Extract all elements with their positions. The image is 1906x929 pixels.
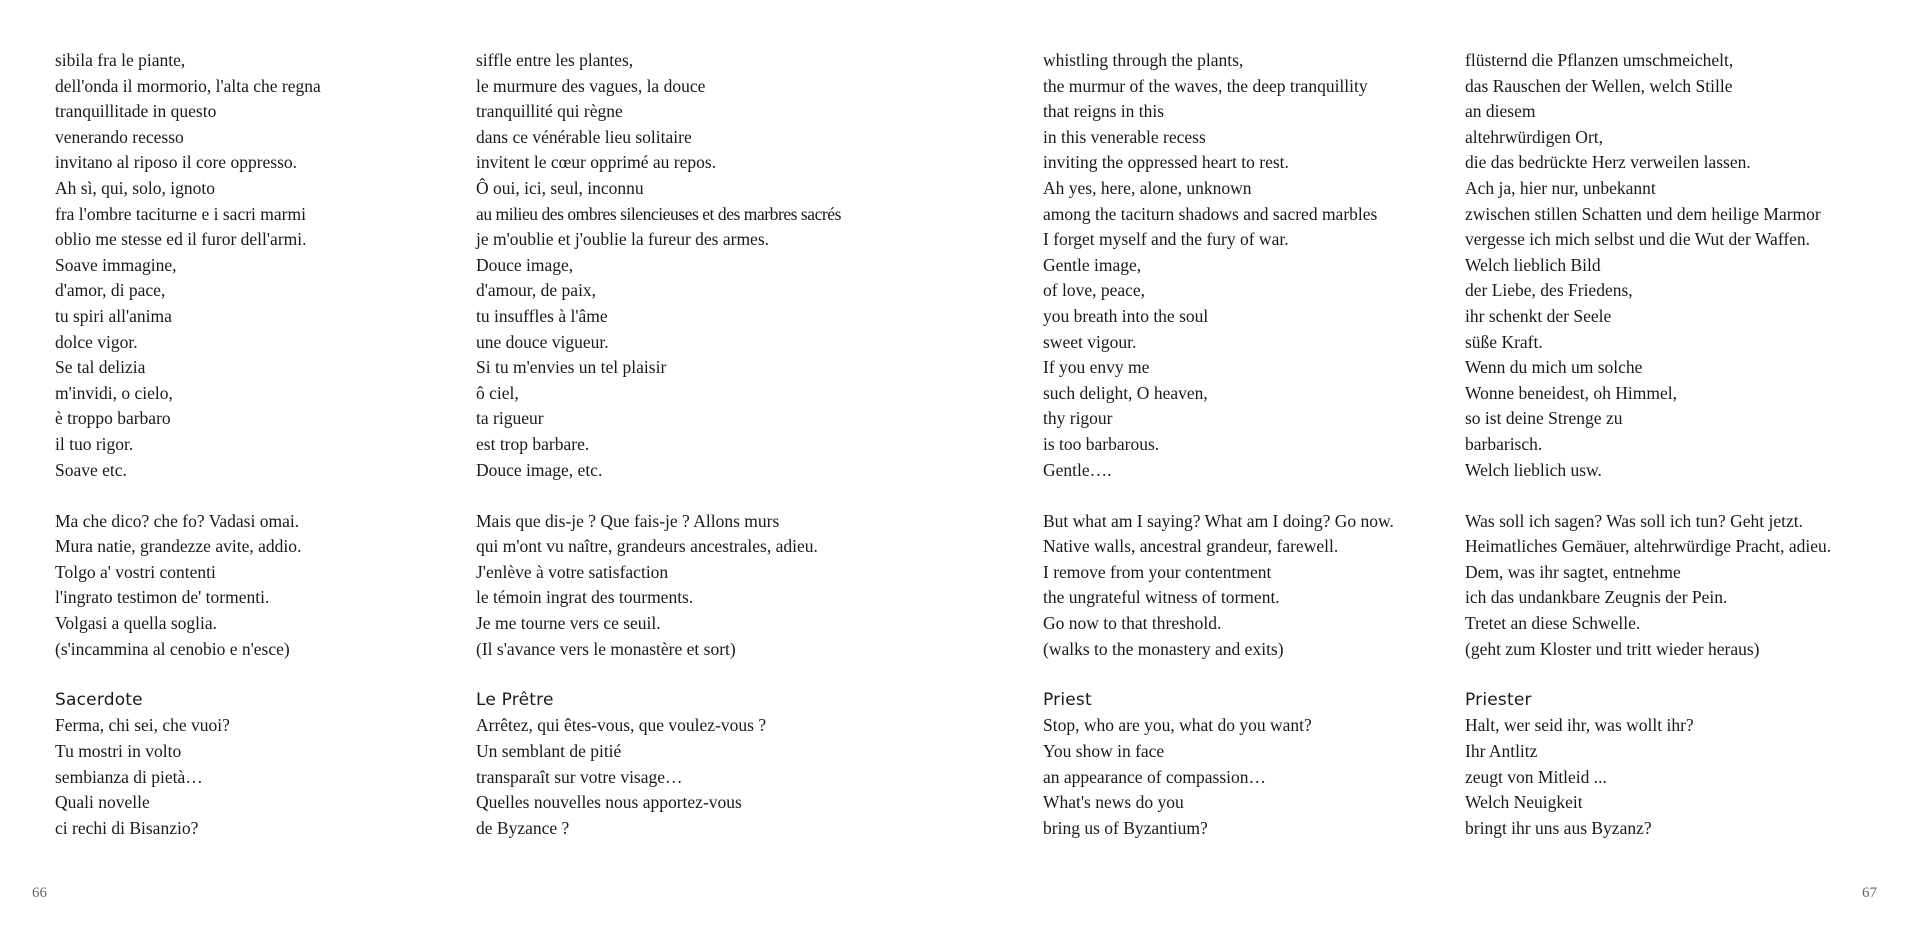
french-stanza-priest — [476, 688, 841, 842]
verse-line: est trop barbare. — [476, 433, 590, 454]
french-column — [476, 48, 841, 841]
verse-line: ci rechi di Bisanzio? — [55, 817, 199, 838]
verse-line: Quelles nouvelles nous apportez-vous — [476, 792, 742, 813]
verse-line: Ah yes, here, alone, unknown — [1043, 177, 1252, 198]
verse-line: d'amour, de paix, — [476, 280, 597, 301]
verse-line: une douce vigueur. — [476, 331, 609, 352]
speaker-name: Le Prêtre — [476, 689, 554, 710]
verse-line: of love, peace, — [1043, 280, 1146, 301]
italian-stanza-priest — [55, 688, 321, 842]
verse-line: je m'oublie et j'oublie la fureur des armes. — [476, 229, 770, 250]
verse-line: ich das undankbare Zeugnis der Pein. — [1465, 587, 1728, 608]
verse-line: de Byzance ? — [476, 817, 570, 838]
verse-line: you breath into the soul — [1043, 305, 1209, 326]
verse-line: qui m'ont vu naître, grandeurs ancestrales, adieu. — [476, 536, 818, 557]
verse-line: dell'onda il mormorio, l'alta che regna — [55, 75, 321, 96]
german-column — [1465, 48, 1831, 841]
speaker-name: Priester — [1465, 689, 1532, 710]
verse-line: le murmure des vagues, la douce — [476, 75, 706, 96]
verse-line: Halt, wer seid ihr, was wollt ihr? — [1465, 715, 1694, 736]
verse-line: Tolgo a' vostri contenti — [55, 561, 216, 582]
french-stanza-recitative — [476, 509, 841, 663]
stanza-gap — [476, 483, 841, 509]
french-stanza-aria — [476, 48, 841, 483]
verse-line: invitano al riposo il core oppresso. — [55, 152, 298, 173]
german-stanza-recitative — [1465, 509, 1831, 663]
verse-line: Mura natie, grandezze avite, addio. — [55, 536, 302, 557]
verse-line: Se tal delizia — [55, 357, 146, 378]
verse-line: m'invidi, o cielo, — [55, 382, 173, 403]
verse-line: You show in face — [1043, 741, 1165, 762]
stanza-gap — [1465, 483, 1831, 509]
verse-line: thy rigour — [1043, 408, 1113, 429]
english-stanza-recitative — [1043, 509, 1394, 663]
verse-line: dolce vigor. — [55, 331, 138, 352]
verse-line: invitent le cœur opprimé au repos. — [476, 152, 717, 173]
verse-line: J'enlève à votre satisfaction — [476, 561, 669, 582]
verse-line: Dem, was ihr sagtet, entnehme — [1465, 561, 1681, 582]
verse-line: inviting the oppressed heart to rest. — [1043, 152, 1289, 173]
verse-line: Si tu m'envies un tel plaisir — [476, 357, 667, 378]
verse-line: Ma che dico? che fo? Vadasi omai. — [55, 510, 300, 531]
verse-line: Soave etc. — [55, 459, 127, 480]
verse-line: Un semblant de pitié — [476, 741, 622, 762]
verse-line: sibila fra le piante, — [55, 50, 186, 70]
verse-line: is too barbarous. — [1043, 433, 1160, 454]
english-column — [1043, 48, 1394, 841]
stage-direction: (geht zum Kloster und tritt wieder heraus) — [1465, 638, 1760, 659]
verse-line: siffle entre les plantes, — [476, 50, 634, 70]
verse-line: in this venerable recess — [1043, 126, 1206, 147]
italian-column — [55, 48, 321, 841]
verse-line: ihr schenkt der Seele — [1465, 305, 1612, 326]
verse-line: I remove from your contentment — [1043, 561, 1272, 582]
verse-line: an appearance of compassion… — [1043, 766, 1267, 787]
verse-line: sembianza di pietà… — [55, 766, 203, 787]
verse-line: Tu mostri in volto — [55, 741, 182, 762]
verse-line: Mais que dis-je ? Que fais-je ? Allons murs — [476, 510, 780, 531]
verse-line: Stop, who are you, what do you want? — [1043, 715, 1312, 736]
verse-line: Gentle…. — [1043, 459, 1112, 480]
verse-line: le témoin ingrat des tourments. — [476, 587, 694, 608]
verse-line: tu insuffles à l'âme — [476, 305, 608, 326]
verse-line: Wonne beneidest, oh Himmel, — [1465, 382, 1677, 403]
verse-line: Native walls, ancestral grandeur, farewell. — [1043, 536, 1339, 557]
verse-line: Welch Neuigkeit — [1465, 792, 1583, 813]
verse-line: What's news do you — [1043, 792, 1184, 813]
stanza-gap — [55, 483, 321, 509]
stanza-gap — [1465, 662, 1831, 688]
verse-line: If you envy me — [1043, 357, 1150, 378]
verse-line: Je me tourne vers ce seuil. — [476, 613, 661, 634]
verse-line: Arrêtez, qui êtes-vous, que voulez-vous ? — [476, 715, 767, 736]
english-stanza-priest — [1043, 688, 1394, 842]
english-stanza-aria — [1043, 48, 1394, 483]
verse-line: whistling through the plants, — [1043, 50, 1244, 70]
verse-line: die das bedrückte Herz verweilen lassen. — [1465, 152, 1751, 173]
verse-line: d'amor, di pace, — [55, 280, 166, 301]
verse-line: the murmur of the waves, the deep tranquillity — [1043, 75, 1368, 96]
verse-line: l'ingrato testimon de' tormenti. — [55, 587, 270, 608]
stage-direction: (s'incammina al cenobio e n'esce) — [55, 638, 290, 659]
stanza-gap — [1043, 483, 1394, 509]
verse-line: das Rauschen der Wellen, welch Stille — [1465, 75, 1733, 96]
verse-line: Quali novelle — [55, 792, 150, 813]
verse-line: barbarisch. — [1465, 433, 1543, 454]
verse-line: But what am I saying? What am I doing? Go now. — [1043, 510, 1394, 531]
verse-line: sweet vigour. — [1043, 331, 1137, 352]
verse-line: Wenn du mich um solche — [1465, 357, 1643, 378]
verse-line: oblio me stesse ed il furor dell'armi. — [55, 229, 307, 250]
verse-line: Ô oui, ici, seul, inconnu — [476, 177, 644, 198]
verse-line: au milieu des ombres silencieuses et des marbres sacrés — [476, 203, 841, 224]
verse-line: dans ce vénérable lieu solitaire — [476, 126, 692, 147]
verse-line: bring us of Byzantium? — [1043, 817, 1208, 838]
german-stanza-priest — [1465, 688, 1831, 842]
speaker-name: Sacerdote — [55, 689, 143, 710]
verse-line: venerando recesso — [55, 126, 184, 147]
stanza-gap — [476, 662, 841, 688]
stage-direction: (Il s'avance vers le monastère et sort) — [476, 638, 736, 659]
verse-line: der Liebe, des Friedens, — [1465, 280, 1633, 301]
stanza-gap — [1043, 662, 1394, 688]
verse-line: Douce image, — [476, 254, 574, 275]
italian-stanza-aria — [55, 48, 321, 483]
verse-line: tranquillitade in questo — [55, 101, 217, 122]
verse-line: vergesse ich mich selbst und die Wut der Waffen. — [1465, 229, 1811, 250]
verse-line: il tuo rigor. — [55, 433, 134, 454]
verse-line: Douce image, etc. — [476, 459, 603, 480]
verse-line: Soave immagine, — [55, 254, 177, 275]
verse-line: the ungrateful witness of torment. — [1043, 587, 1280, 608]
stanza-gap — [55, 662, 321, 688]
verse-line: Ach ja, hier nur, unbekannt — [1465, 177, 1656, 198]
verse-line: Ferma, chi sei, che vuoi? — [55, 715, 230, 736]
verse-line: è troppo barbaro — [55, 408, 171, 429]
verse-line: altehrwürdigen Ort, — [1465, 126, 1604, 147]
verse-line: Go now to that threshold. — [1043, 613, 1222, 634]
verse-line: ta rigueur — [476, 408, 544, 429]
verse-line: bringt ihr uns aus Byzanz? — [1465, 817, 1652, 838]
italian-stanza-recitative — [55, 509, 321, 663]
verse-line: so ist deine Strenge zu — [1465, 408, 1623, 429]
verse-line: süße Kraft. — [1465, 331, 1543, 352]
verse-line: zeugt von Mitleid ... — [1465, 766, 1607, 787]
left-page-number: 66 — [32, 885, 47, 901]
verse-line: fra l'ombre taciturne e i sacri marmi — [55, 203, 306, 224]
stage-direction: (walks to the monastery and exits) — [1043, 638, 1284, 659]
verse-line: Welch lieblich Bild — [1465, 254, 1601, 275]
verse-line: tu spiri all'anima — [55, 305, 172, 326]
verse-line: Was soll ich sagen? Was soll ich tun? Geht jetzt. — [1465, 510, 1804, 531]
verse-line: that reigns in this — [1043, 101, 1165, 122]
right-page-number: 67 — [1862, 885, 1877, 901]
verse-line: I forget myself and the fury of war. — [1043, 229, 1289, 250]
verse-line: transparaît sur votre visage… — [476, 766, 683, 787]
verse-line: ô ciel, — [476, 382, 519, 403]
verse-line: Tretet an diese Schwelle. — [1465, 613, 1641, 634]
speaker-name: Priest — [1043, 689, 1092, 710]
german-stanza-aria — [1465, 48, 1831, 483]
verse-line: Heimatliches Gemäuer, altehrwürdige Pracht, adieu. — [1465, 536, 1832, 557]
verse-line: zwischen stillen Schatten und dem heilige Marmor — [1465, 203, 1821, 224]
verse-line: flüsternd die Pflanzen umschmeichelt, — [1465, 50, 1734, 70]
verse-line: such delight, O heaven, — [1043, 382, 1208, 403]
verse-line: Gentle image, — [1043, 254, 1142, 275]
verse-line: Welch lieblich usw. — [1465, 459, 1602, 480]
verse-line: Volgasi a quella soglia. — [55, 613, 218, 634]
verse-line: among the taciturn shadows and sacred marbles — [1043, 203, 1378, 224]
verse-line: an diesem — [1465, 101, 1536, 122]
verse-line: Ihr Antlitz — [1465, 741, 1538, 762]
verse-line: Ah sì, qui, solo, ignoto — [55, 177, 215, 198]
verse-line: tranquillité qui règne — [476, 101, 623, 122]
